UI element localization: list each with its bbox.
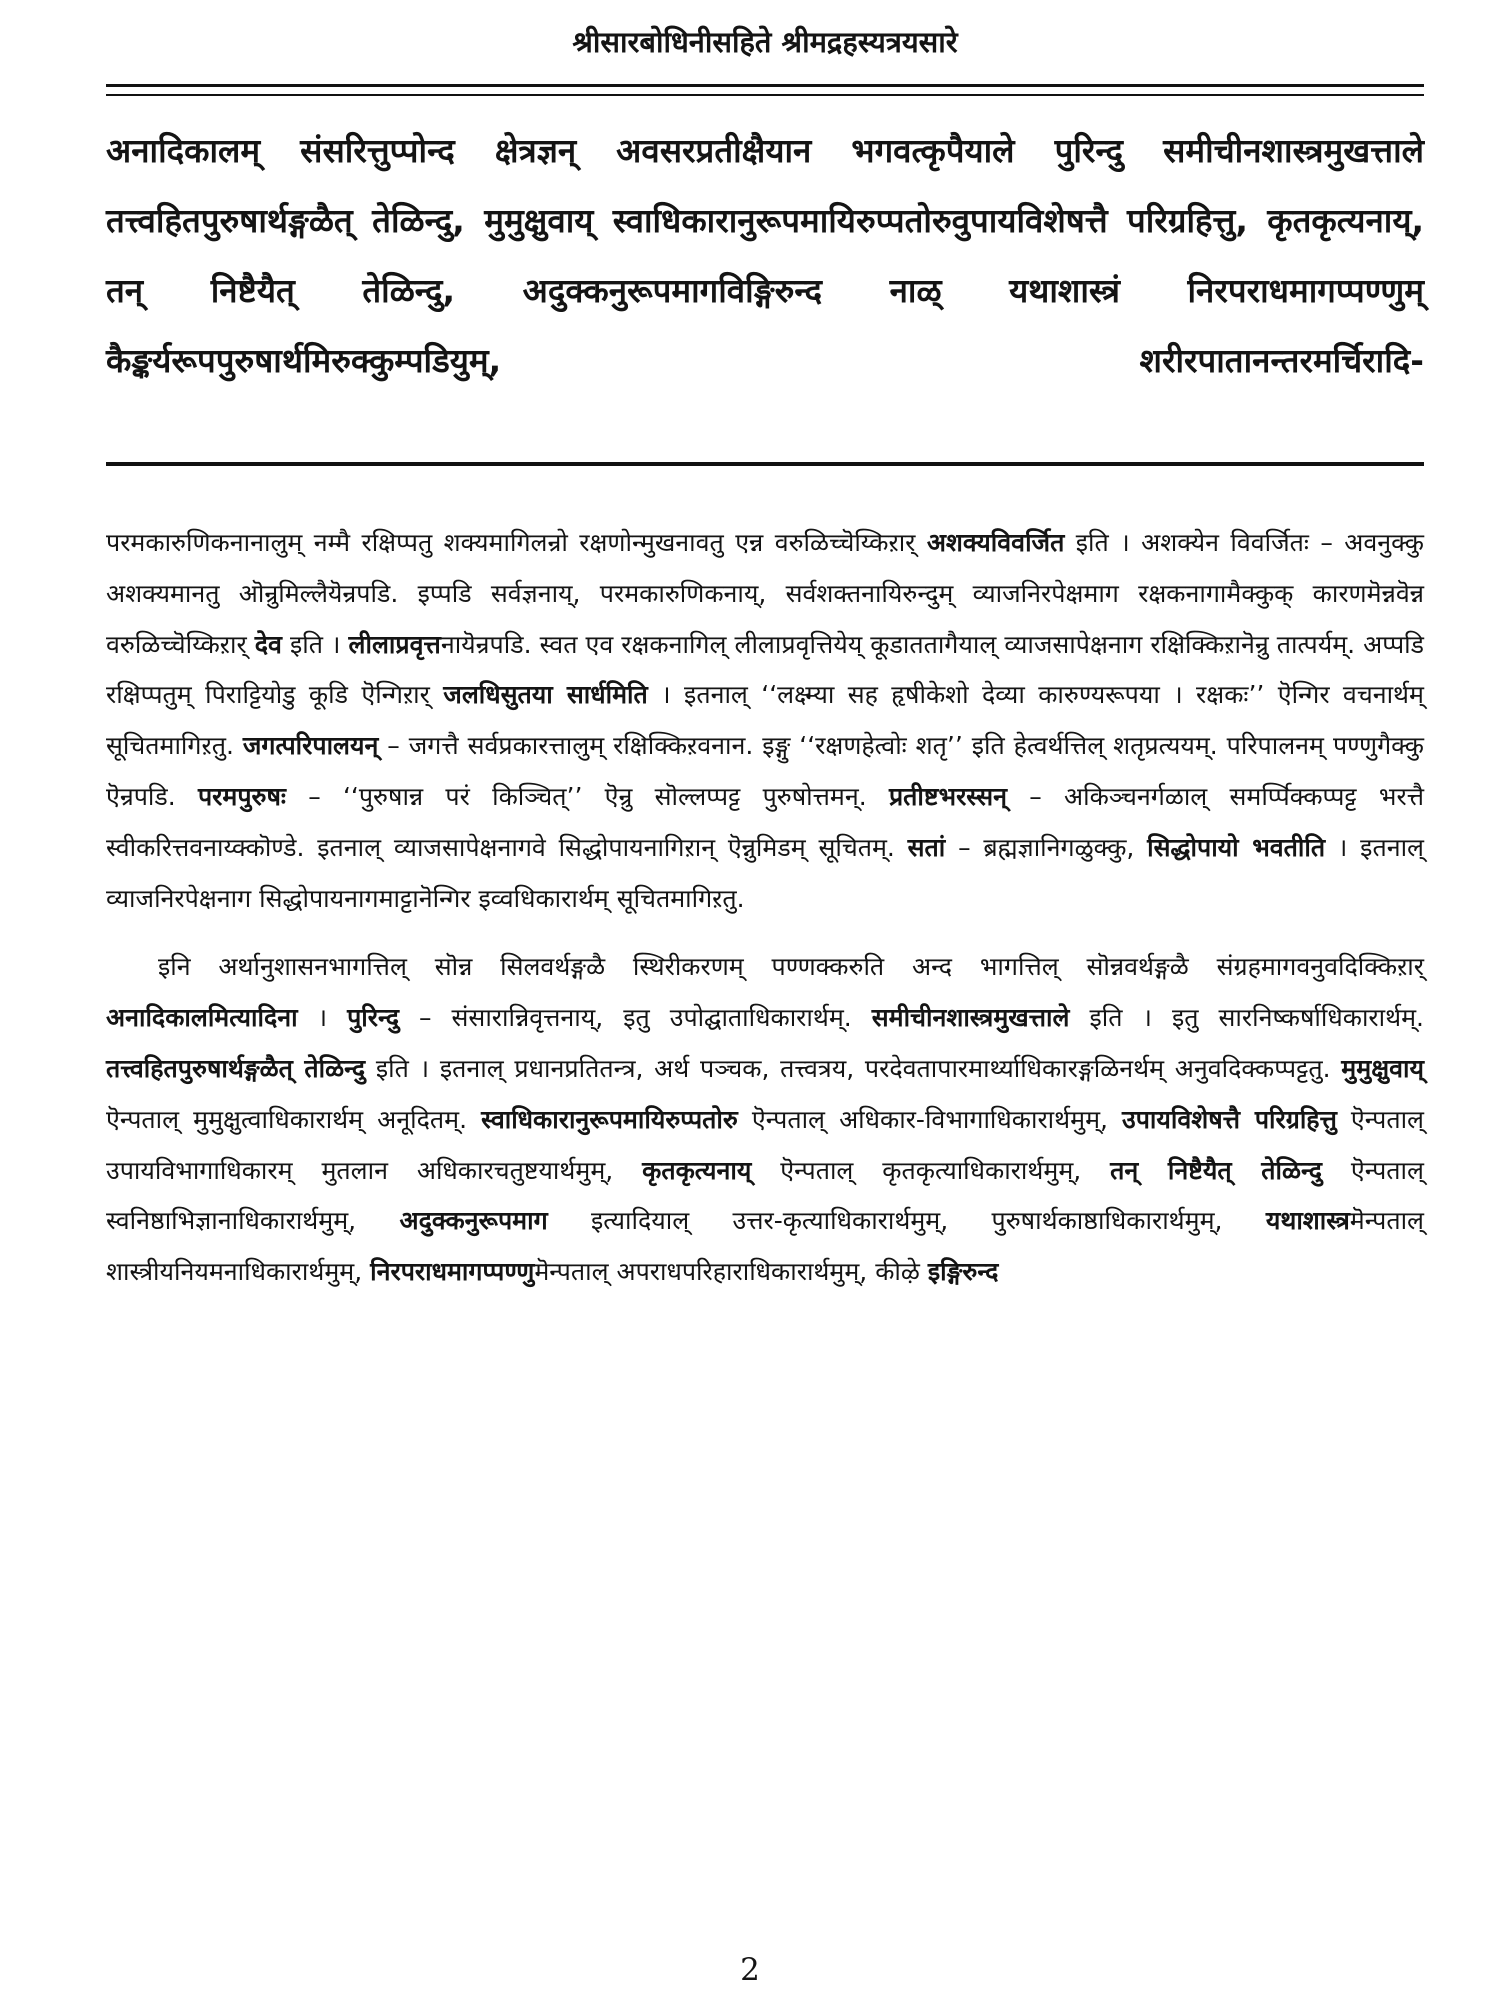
running-header: श्रीसारबोधिनीसहिते श्रीमद्रहस्यत्रयसारे (572, 25, 958, 59)
bold-term: परमपुरुषः (197, 781, 286, 811)
bold-term: समीचीनशास्त्रमुखत्ताले (871, 1003, 1070, 1033)
text-run: – ब्रह्मज्ञानिगळुक्कु, (945, 832, 1148, 862)
bold-term: सिद्धोपायो भवतीति (1147, 832, 1326, 862)
text-run: इति । (281, 629, 349, 659)
section-divider (106, 462, 1424, 466)
bold-term: तत्त्वहितपुरुषार्थङ्गळैत् तेळिन्दु (106, 1053, 366, 1083)
bold-term: तन् निष्टैयैत् तेळिन्दु (1110, 1155, 1322, 1185)
bold-term: अदुक्कनुरूपमाग (399, 1206, 548, 1236)
text-run: इति । अशक्येन विवर्जितः – अवनुक्कु अशक्यमानतु ऒन्रुमिल्लैयॆन्रपडि. इप्पडि सर्वज्ञनाय्, परमकारुणिकनाय्, सर्वशक्तनायिरुन्दुम् व्याजनिरपेक्षमाग रक्षकनागामैक्कुक् कारणमॆन्नवॆन्न वरुळिच्चॆय्किऱार् (106, 528, 1424, 659)
bold-term: अशक्यविवर्जित (926, 528, 1065, 557)
text-run: । इतनाल् ‘‘लक्ष्म्या सह हृषीकेशो देव्या कारुण्यरूपया । रक्षकः’’ ऎन्गिर वचनार्थम् सूचितमागिऱतु. (106, 680, 1424, 761)
bold-term: सतां (907, 832, 946, 862)
text-run: परमकारुणिकनानालुम् नम्मै रक्षिप्पतु शक्यमागिलन्रो रक्षणोन्मुखनावतु एन्न वरुळिच्चॆय्किऱार् (106, 528, 927, 557)
text-run: – संसारान्निवृत्तनाय्, इतु उपोद्घाताधिकारार्थम्. (399, 1003, 872, 1033)
text-run: ऎन्पताल् स्वनिष्ठाभिज्ञानाधिकारार्थमुम्, (106, 1155, 1424, 1236)
bold-term: इङ्गिरुन्द (927, 1257, 999, 1287)
bold-term: कृतकृत्यनाय् (642, 1155, 752, 1185)
header-rule-bottom (106, 94, 1424, 96)
commentary-paragraph-1 (106, 518, 1424, 924)
bold-term: मुमुक्षुवाय् (1341, 1053, 1424, 1083)
text-run: – अकिञ्चनर्गळाल् समर्प्पिक्कप्पट्ट भरत्तै स्वीकरित्तवनाय्क्कॊण्डे. इतनाल् व्याजसापेक्षनागवे सिद्धोपायनागिऱान् ऎन्नुमिडम् सूचितम्. (106, 781, 1424, 862)
text-run: । इतनाल् व्याजनिरपेक्षनाग सिद्धोपायनागमाट्टानॆन्गिर इव्वधिकारार्थम् सूचितमागिऱतु. (106, 832, 1425, 913)
bold-term: लीलाप्रवृत्त (348, 629, 441, 659)
text-run: नायॆन्रपडि. स्वत एव रक्षकनागिल् लीलाप्रवृत्तियेय् कूडाततागैयाल् व्याजसापेक्षनाग रक्षिक्किऱानॆन्रु तात्पर्यम्. अप्पडि रक्षिप्पतुम् पिराट्टियोडु कूडि ऎन्गिऱार् (106, 629, 1424, 710)
bold-term: पुरिन्दु (347, 1003, 399, 1033)
text-run: ऎन्पताल् मुमुक्षुत्वाधिकारार्थम् अनूदितम्. (106, 1104, 482, 1134)
bold-term: निरपराधमागप्पण्णु (370, 1257, 535, 1287)
text-run: इनि अर्थानुशासनभागत्तिल् सॊन्न सिलवर्थङ्गळै स्थिरीकरणम् पण्णक्करुति अन्द भागत्तिल् सॊन्नवर्थङ्गळै संग्रहमागवनुवदिक्किऱार् (158, 952, 1424, 982)
text-run: ऎन्पताल् उपायविभागाधिकारम् मुतलान अधिकारचतुष्टयार्थमुम्, (106, 1104, 1424, 1185)
text-run: इत्यादियाल् उत्तर-कृत्याधिकारार्थमुम्, पुरुषार्थकाष्ठाधिकारार्थमुम्, (547, 1206, 1266, 1236)
commentary (106, 518, 1424, 1298)
bold-term: जगत्परिपालयन् (242, 731, 379, 761)
commentary-paragraph-2 (106, 942, 1424, 1298)
text-run: मॆन्पताल् अपराधपरिहाराधिकारार्थमुम्, कीऴे (534, 1257, 928, 1287)
bold-term: स्वाधिकारानुरूपमायिरुप्पतोरु (481, 1104, 738, 1134)
bold-term: यथाशास्त्र (1265, 1206, 1350, 1236)
text-run: मॆन्पताल् शास्त्रीयनियमनाधिकारार्थमुम्, (106, 1206, 1424, 1287)
bold-term: देव (254, 629, 282, 659)
bold-term: प्रतीष्टभरस्सन् (888, 781, 1008, 811)
text-run: – ‘‘पुरुषान्न परं किञ्चित्’’ ऎन्रु सॊल्लप्पट्ट पुरुषोत्तमन्. (285, 781, 889, 811)
header-rule-top (106, 84, 1424, 87)
text-run: – जगत्तै सर्वप्रकारत्तालुम् रक्षिक्किऱवनान. इङ्गु ‘‘रक्षणहेत्वोः शतृ’’ इति हेत्वर्थत्तिल् शतृप्रत्ययम्. परिपालनम् पण्णुगैक्कु ऎन्रपडि. (106, 731, 1424, 811)
page-number: 2 (740, 1952, 760, 1988)
mula-verse: अनादिकालम् संसरित्तुप्पोन्द क्षेत्रज्ञन् अवसरप्रतीक्षैयान भगवत्कृपैयाले पुरिन्दु समीचीनशास्त्रमुखत्ताले तत्त्वहितपुरुषार्थङ्गळैत् तेळिन्दु, मुमुक्षुवाय् स्वाधिकारानुरूपमायिरुप्पतोरुवुपायविशेषत्तै परिग्रहित्तु, कृतकृत्यनाय्, तन् निष्टैयैत् तेळिन्दु, अदुक्कनुरूपमागविङ्गिरुन्द नाळ् यथाशास्त्रं निरपराधमागप्पण्णुम् कैङ्कर्यरूपपुरुषार्थमिरुक्कुम्पडियुम्, शरीरपातानन्तरमर्चिरादि- (106, 131, 1424, 380)
text-run: ऎन्पताल् अधिकार-विभागाधिकारार्थमुम्, (737, 1104, 1123, 1134)
text-run: । (297, 1003, 348, 1033)
bold-term: अनादिकालमित्यादिना (106, 1003, 298, 1033)
bold-term: उपायविशेषत्तै परिग्रहित्तु (1122, 1104, 1337, 1134)
bold-term: जलधिसुतया सार्धमिति (443, 680, 648, 710)
text-run: इति । इतु सारनिष्कर्षाधिकारार्थम्. (1069, 1003, 1424, 1033)
text-run: ऎन्पताल् कृतकृत्याधिकारार्थमुम्, (751, 1155, 1111, 1185)
text-run: इति । इतनाल् प्रधानप्रतितन्त्र, अर्थ पञ्चक, तत्त्वत्रय, परदेवतापारमार्थ्याधिकारङ्गळिनर्थम् अनुवदिक्कप्पट्टतु. (365, 1053, 1342, 1083)
